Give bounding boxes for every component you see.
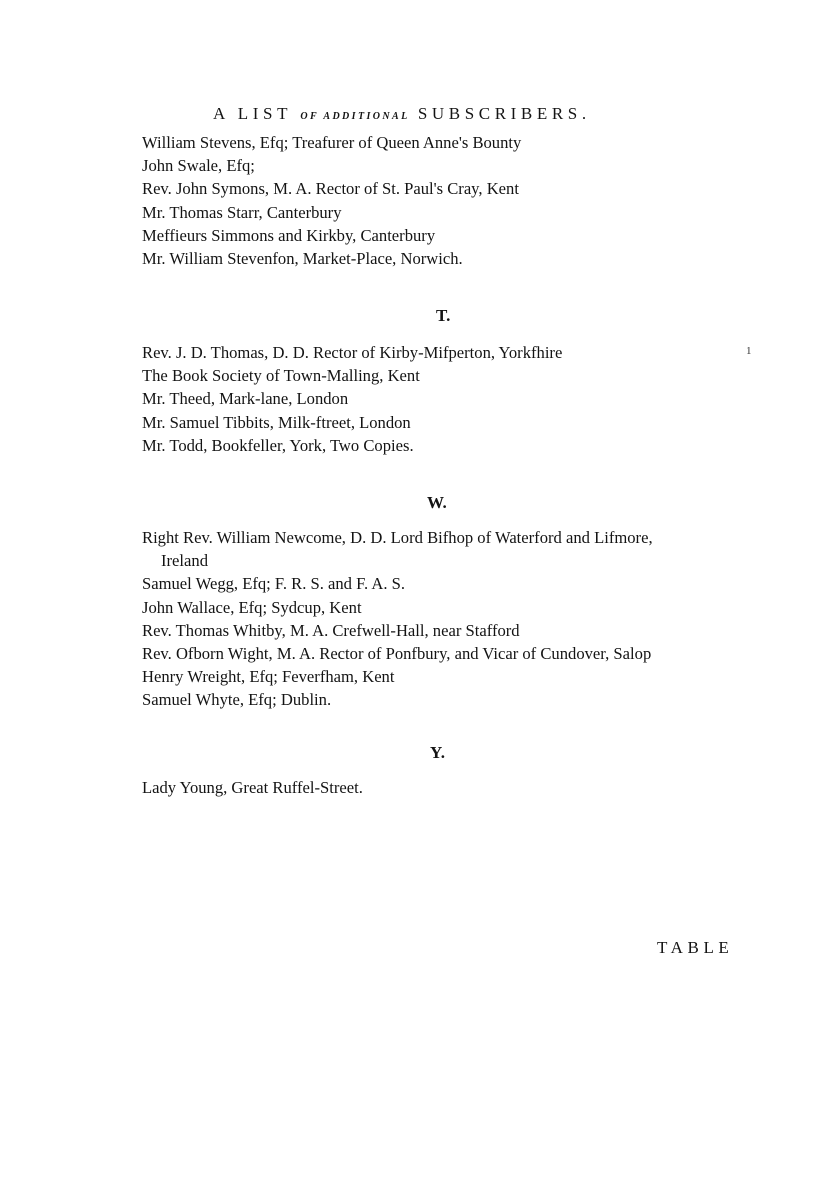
section-w-list bbox=[142, 526, 762, 712]
subscriber-entry: John Swale, Efq; bbox=[142, 156, 255, 176]
heading-a-list: A LIST bbox=[213, 104, 293, 123]
heading-of-additional: OF ADDITIONAL bbox=[300, 111, 410, 122]
subscriber-entry: Rev. Ofborn Wight, M. A. Rector of Ponfbury, and Vicar of Cundover, Salop bbox=[142, 644, 652, 664]
subscriber-entry: John Wallace, Efq; Sydcup, Kent bbox=[142, 597, 362, 617]
subscriber-entry: William Stevens, Efq; Treafurer of Queen Anne's Bounty bbox=[142, 133, 522, 152]
subscriber-entry: Lady Young, Great Ruffel-Street. bbox=[142, 778, 363, 797]
subscriber-entry: Right Rev. William Newcome, D. D. Lord Bifhop of Waterford and Lifmore, bbox=[142, 528, 653, 547]
subscriber-entry: Samuel Wegg, Efq; F. R. S. and F. A. S. bbox=[142, 574, 406, 594]
subscriber-entry: Mr. Todd, Bookfeller, York, Two Copies. bbox=[142, 435, 414, 455]
catchword: TABLE bbox=[657, 938, 734, 957]
section-letter-y: Y. bbox=[430, 743, 445, 762]
subscriber-entry: Rev. John Symons, M. A. Rector of St. Paul's Cray, Kent bbox=[142, 179, 519, 199]
subscriber-entry-continuation: Ireland bbox=[161, 551, 208, 571]
subscriber-entry: Mr. Theed, Mark-lane, London bbox=[142, 389, 349, 409]
subscriber-entry: Rev. Thomas Whitby, M. A. Crefwell-Hall, near Stafford bbox=[142, 620, 520, 640]
margin-mark: 1 bbox=[746, 345, 752, 357]
subscriber-entry: The Book Society of Town-Malling, Kent bbox=[142, 366, 420, 386]
section-s-list bbox=[142, 131, 762, 270]
subscriber-entry: Mr. Samuel Tibbits, Milk-ftreet, London bbox=[142, 412, 411, 432]
section-letter-t: T. bbox=[436, 306, 451, 325]
subscriber-entry: Samuel Whyte, Efq; Dublin. bbox=[142, 690, 332, 710]
section-letter-w: W. bbox=[427, 493, 447, 512]
section-t-list bbox=[142, 341, 762, 457]
page-heading bbox=[213, 102, 591, 129]
subscriber-entry: Mr. Thomas Starr, Canterbury bbox=[142, 202, 342, 222]
subscriber-entry: Henry Wreight, Efq; Feverfham, Kent bbox=[142, 667, 395, 687]
section-y-list bbox=[142, 776, 762, 799]
subscriber-entry: Meffieurs Simmons and Kirkby, Canterbury bbox=[142, 225, 436, 245]
heading-subscribers: SUBSCRIBERS. bbox=[417, 104, 591, 123]
subscriber-entry: Mr. William Stevenfon, Market-Place, Norwich. bbox=[142, 249, 463, 269]
subscriber-entry: Rev. J. D. Thomas, D. D. Rector of Kirby-Mifperton, Yorkfhire bbox=[142, 343, 563, 362]
